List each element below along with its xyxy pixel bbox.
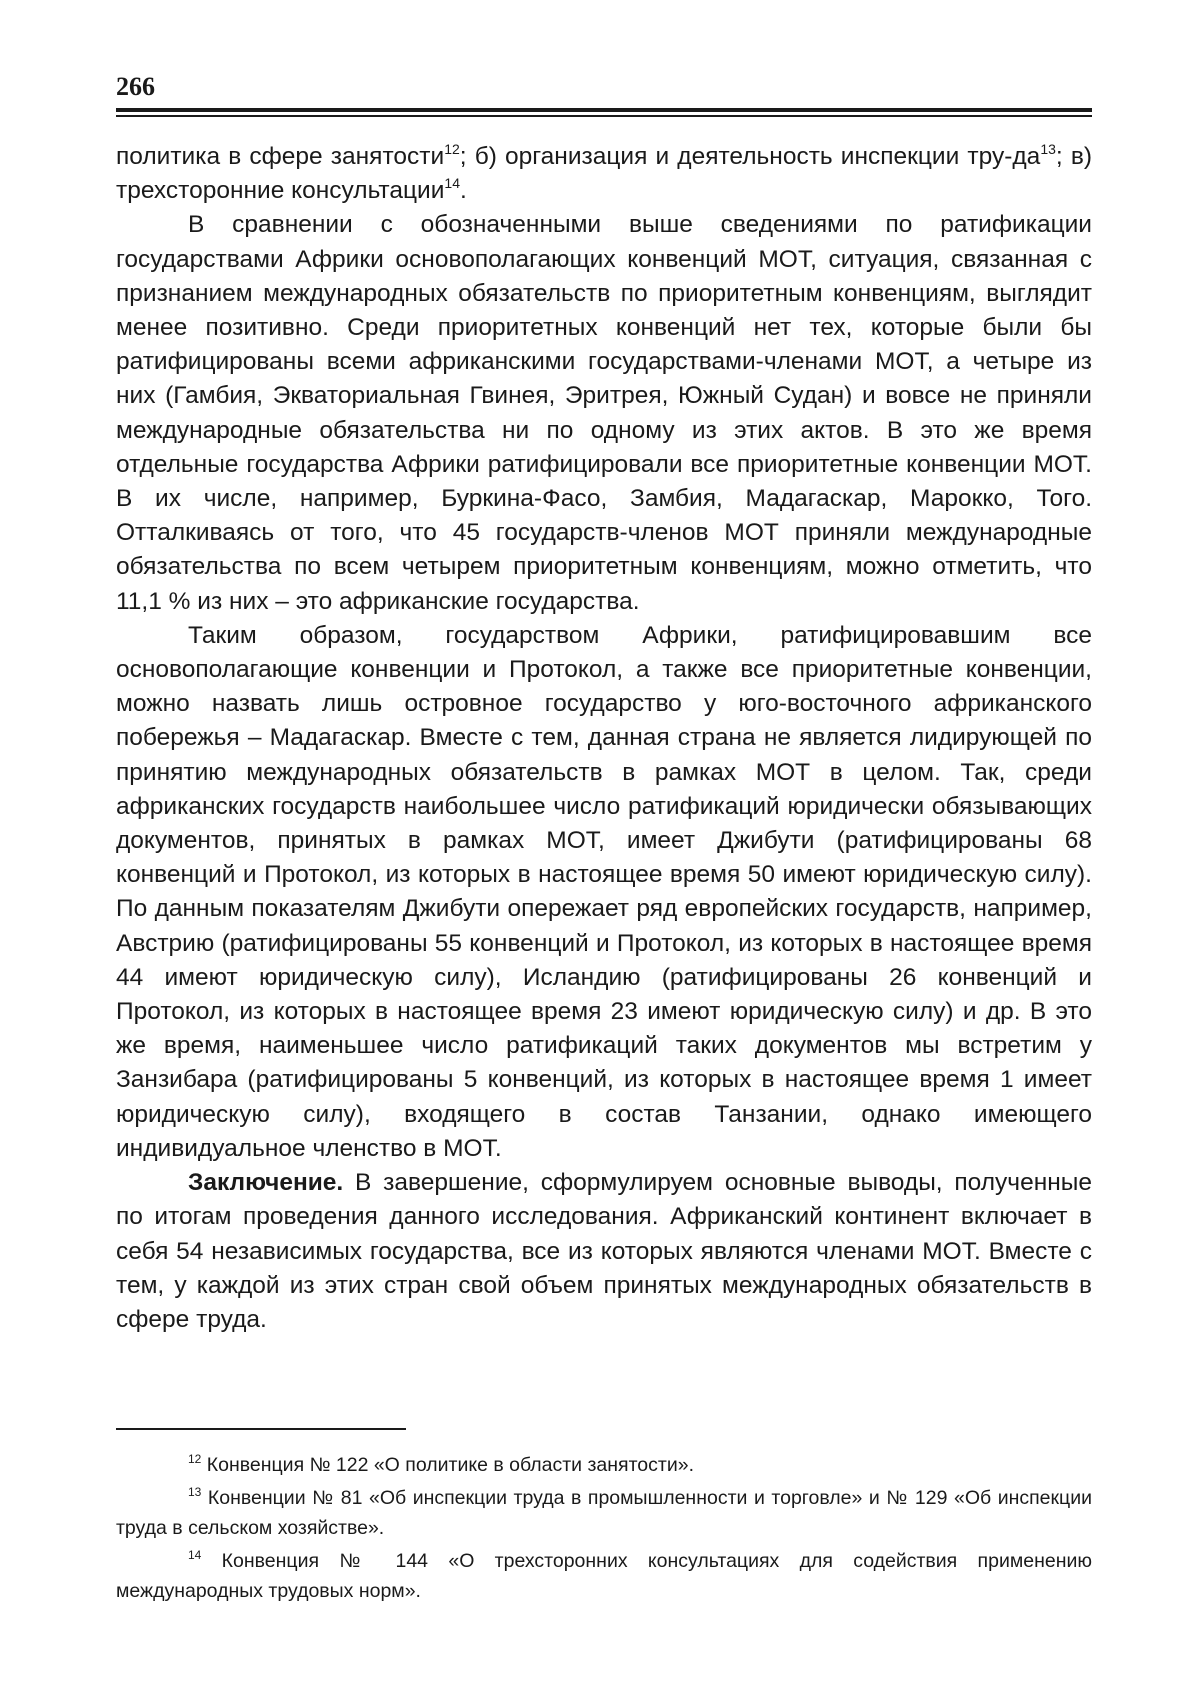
footnote-number: 14	[188, 1547, 202, 1562]
footnote-12	[116, 1450, 1092, 1481]
footnote-14	[116, 1546, 1092, 1607]
footnote-text: Конвенция № 122 «О политике в области занятости».	[201, 1454, 694, 1476]
paragraph-1-text-d: .	[459, 177, 467, 205]
body-text	[116, 140, 1092, 1337]
footnote-13	[116, 1483, 1092, 1544]
conclusion-heading: Заключение.	[188, 1169, 344, 1197]
footnote-separator	[116, 1428, 406, 1430]
footnotes	[116, 1450, 1092, 1609]
paragraph-4	[116, 1166, 1092, 1337]
footnote-number: 12	[188, 1452, 202, 1466]
paragraph-1	[116, 140, 1092, 208]
paragraph-1-text-a: политика в сфере занятости	[116, 143, 445, 170]
header-rule-thick	[116, 108, 1092, 112]
footnote-ref-12[interactable]: 12	[444, 141, 460, 157]
footnote-text: Конвенции № 81 «Об инспекции труда в промышленности и торговле» и № 129 «Об инспекции труда в сельском хозяйстве».	[116, 1486, 1092, 1539]
footnote-ref-14[interactable]: 14	[444, 175, 460, 192]
footnote-number: 13	[188, 1484, 202, 1499]
paragraph-1-text-b: ; б) организация и деятельность инспекции тру-да	[459, 143, 1041, 170]
header-rule-thin	[116, 115, 1092, 117]
paragraph-1-text-c: ; в) трехсторонние консультации	[116, 143, 1092, 205]
conclusion-text: В завершение, сформулируем основные выводы, полученные по итогам проведения данного исследования. Африканский континент включает в себя 54 независимых государства, все из которых являются членами МОТ. Вместе с тем, у каждой из этих стран свой объем принятых международных обязательств в сфере труда.	[116, 1169, 1092, 1333]
paragraph-3: Таким образом, государством Африки, ратифицировавшим все основополагающие конвенции и Протокол, а также все приоритетные конвенции, можно назвать лишь островное государство у юго-восточного африканского побережья – Мадагаскар. Вместе с тем, данная страна не является лидирующей по принятию международных обязательств в рамках МОТ в целом. Так, среди африканских государств наибольшее число ратификаций юридически обязывающих документов, принятых в рамках МОТ, имеет Джибути (ратифицированы 68 конвенций и Протокол, из которых в настоящее время 50 имеют юридическую силу). По данным показателям Джибути опережает ряд европейских государств, например, Австрию (ратифицированы 55 конвенций и Протокол, из которых в настоящее время 44 имеют юридическую силу), Исландию (ратифицированы 26 конвенций и Протокол, из которых в настоящее время 23 имеют юридическую силу) и др. В это же время, наименьшее число ратификаций таких документов мы встретим у Занзибара (ратифицированы 5 конвенций, из которых в настоящее время 1 имеет юридическую силу), входящего в состав Танзании, однако имеющего индивидуальное членство в МОТ.	[116, 621, 1092, 1162]
footnote-ref-13[interactable]: 13	[1040, 141, 1056, 157]
paragraph-2: В сравнении с обозначенными выше сведениями по ратификации государствами Африки основополагающих конвенций МОТ, ситуация, связанная с признанием международных обязательств по приоритетным конвенциям, выглядит менее позитивно. Среди приоритетных конвенций нет тех, которые были бы ратифицированы всеми африканскими государствами-членами МОТ, а четыре из них (Гамбия, Экваториальная Гвинея, Эритрея, Южный Судан) и вовсе не приняли международные обязательства ни по одному из этих актов. В это же время отдельные государства Африки ратифицировали все приоритетные конвенции МОТ. В их числе, например, Буркина-Фасо, Замбия, Мадагаскар, Марокко, Того. Отталкиваясь от того, что 45 государств-членов МОТ приняли международные обязательства по всем четырем приоритетным конвенциям, можно отметить, что 11,1 % из них – это африканские государства.	[116, 211, 1092, 615]
footnote-text: Конвенция № 144 «О трехсторонних консультациях для содействия применению международных трудовых норм».	[116, 1549, 1092, 1602]
page-number: 266	[116, 72, 155, 101]
